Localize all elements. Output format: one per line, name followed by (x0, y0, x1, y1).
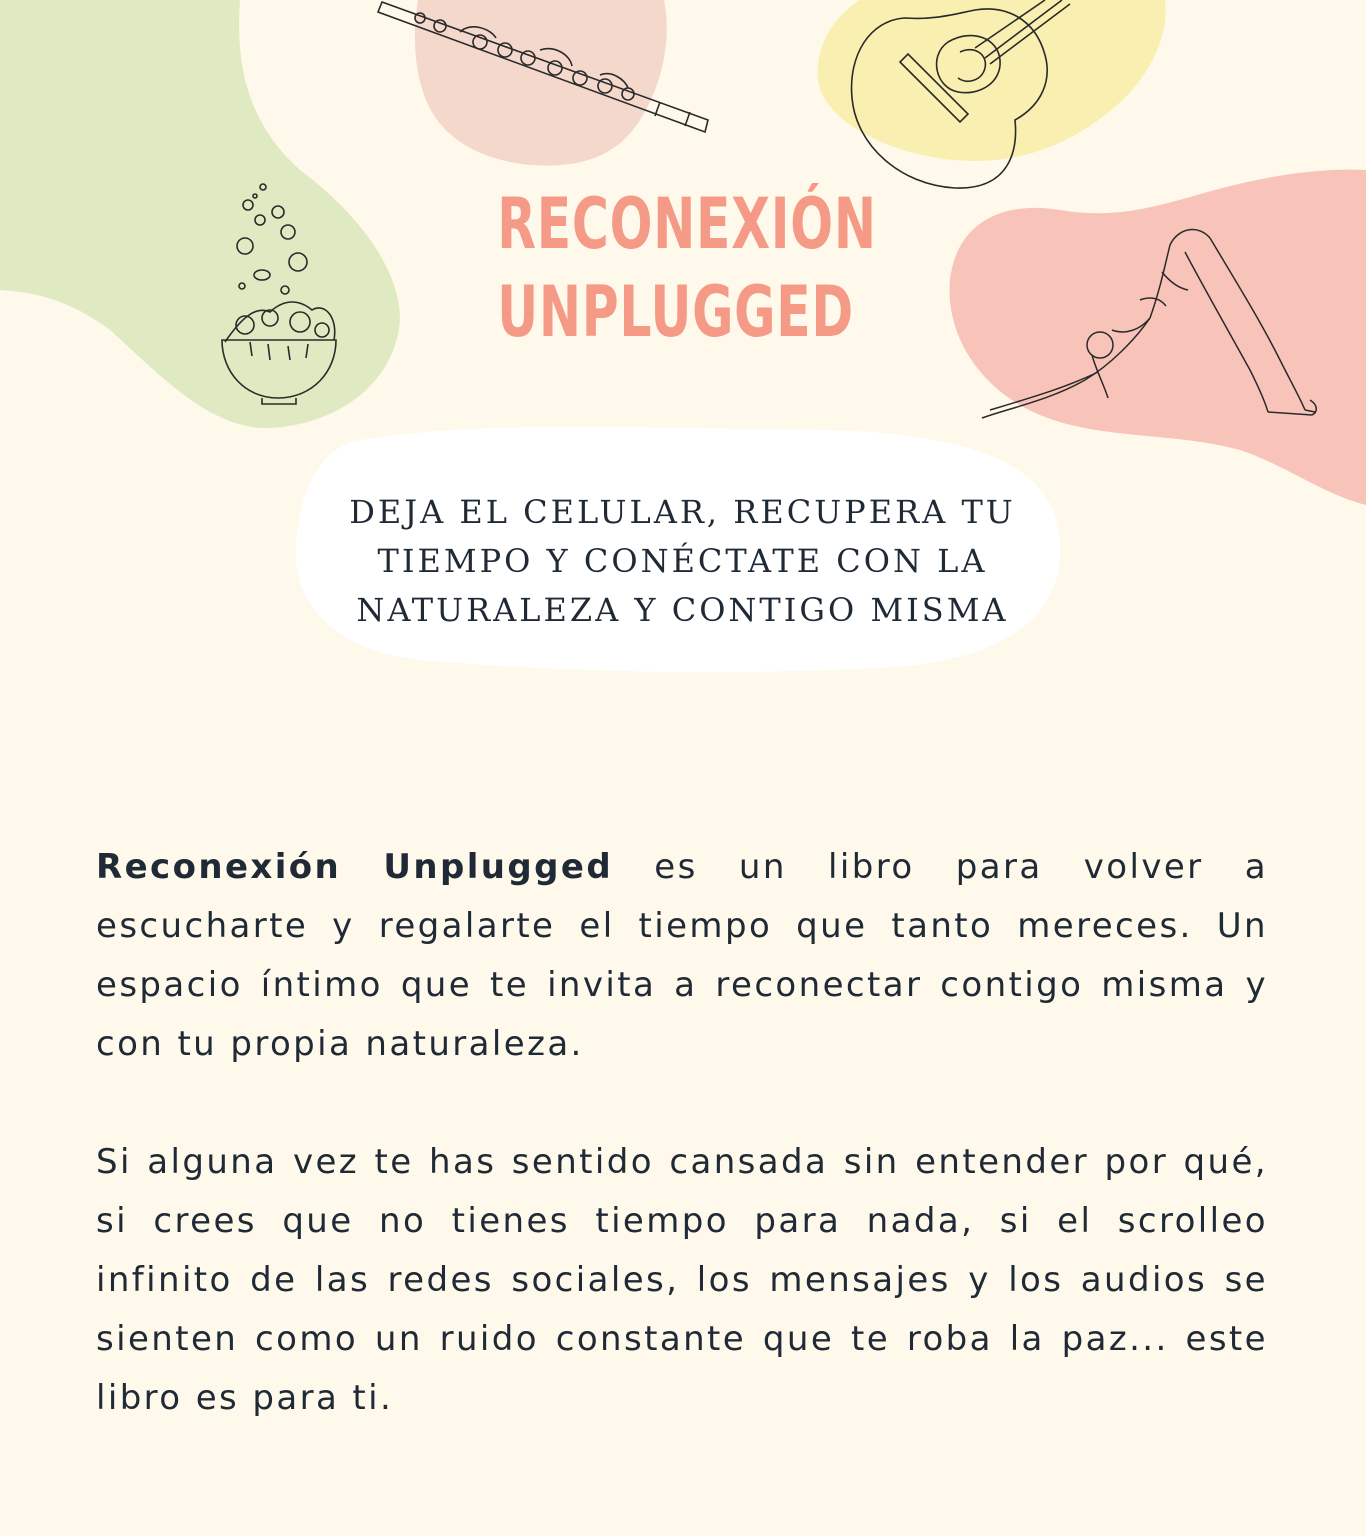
description-paragraph-2: Si alguna vez te has sentido cansada sin entender por qué, si crees que no tienes tiempo para nada, si el scrolleo infinito de las redes sociales, los mensajes y los audios se sienten como un ruido constante que te roba la paz... este libro es para ti. (96, 1142, 1268, 1418)
green-blob (0, 0, 400, 428)
description-body (96, 838, 1268, 1487)
tagline-text: DEJA EL CELULAR, RECUPERA TU TIEMPO Y CONÉCTATE CON LA NATURALEZA Y CONTIGO MISMA (349, 493, 1016, 629)
paragraph-1-text: es un libro para volver a escucharte y regalarte el tiempo que tanto mereces. Un espacio íntimo que te invita a reconectar contigo misma y con tu propia naturaleza. (96, 847, 1269, 1064)
light-pink-blob (415, 0, 667, 166)
book-title (497, 180, 877, 356)
pink-blob (950, 170, 1366, 505)
yellow-blob (818, 0, 1166, 161)
title-line-2: UNPLUGGED (497, 271, 854, 353)
book-name-bold: Reconexión Unplugged (96, 847, 614, 887)
title-line-1: RECONEXIÓN (497, 183, 877, 265)
description-paragraph-1 (96, 838, 1268, 1074)
